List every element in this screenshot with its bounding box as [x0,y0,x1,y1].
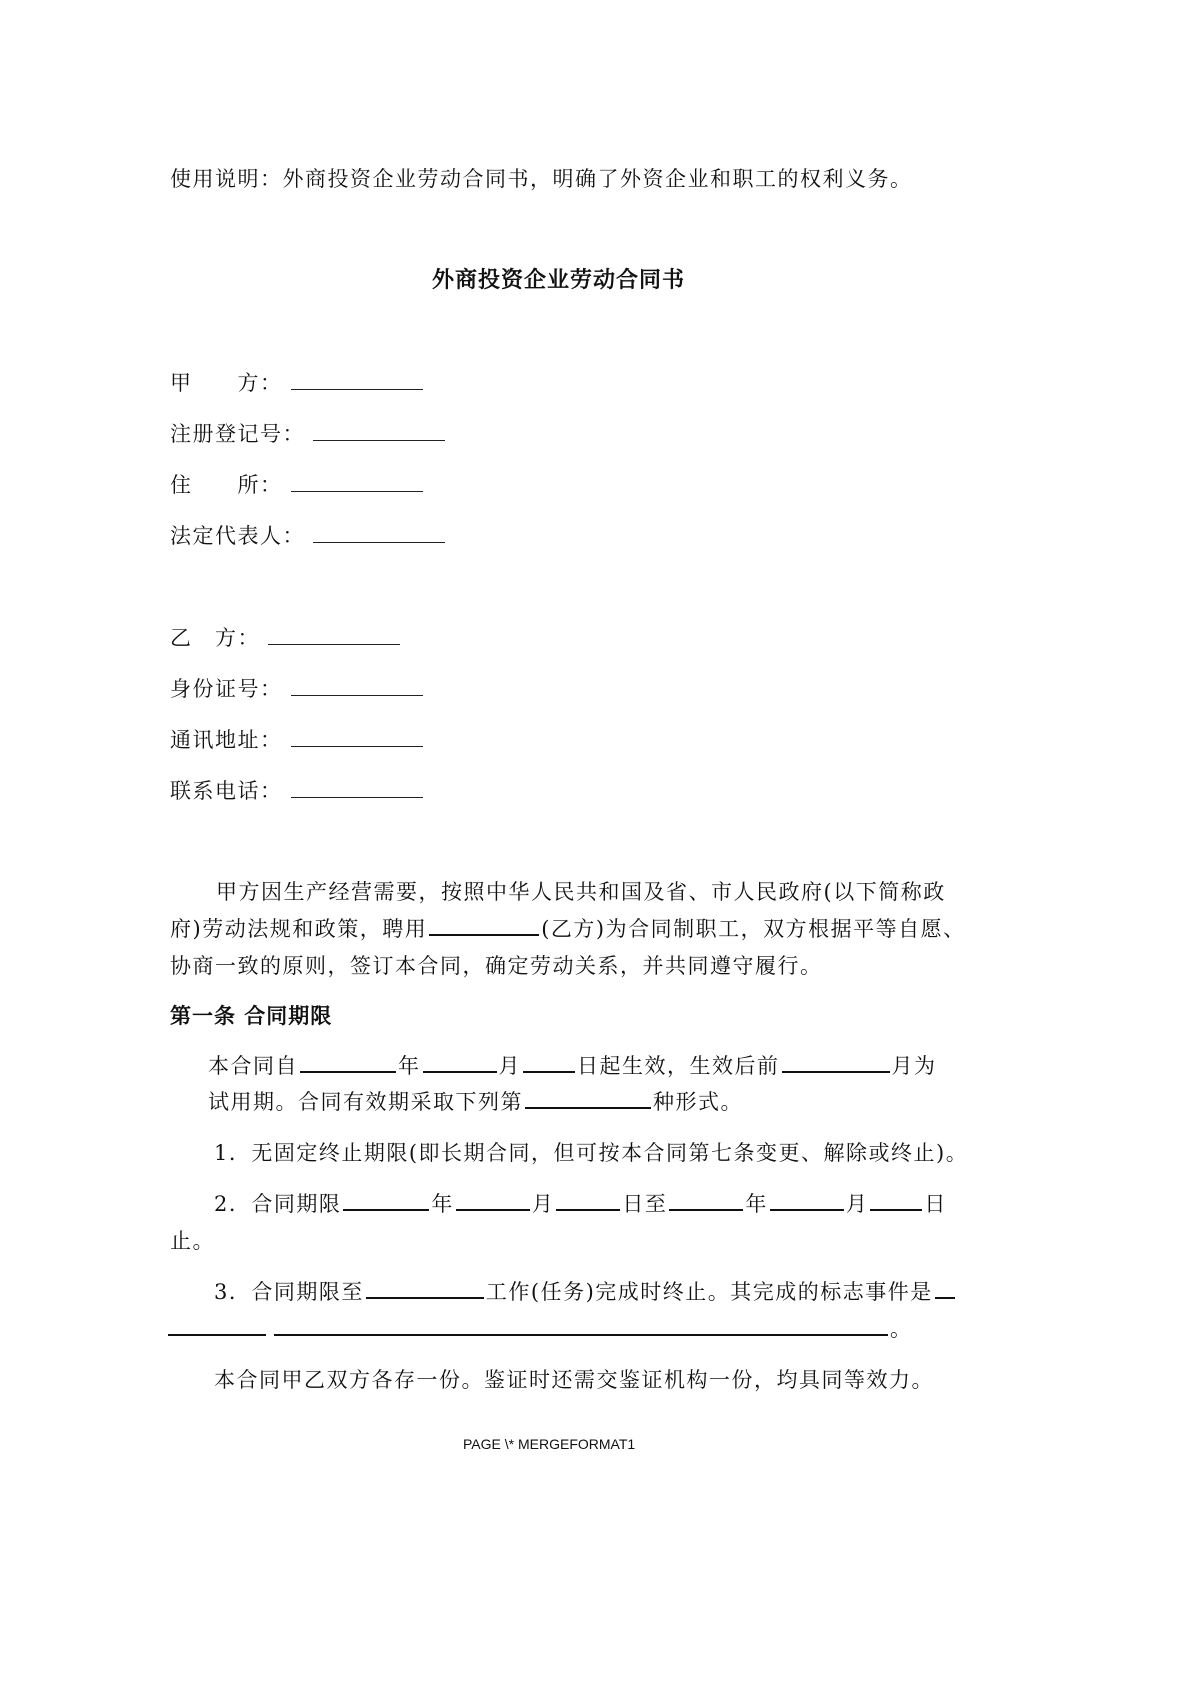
task-name-blank[interactable] [366,1296,484,1299]
form-choice-blank[interactable] [525,1106,651,1109]
party-b-id-label: 身份证号： [170,677,283,701]
party-a-name-label: 甲 方： [170,371,283,395]
completion-event-blank-short[interactable] [168,1333,266,1336]
probation-months-blank[interactable] [782,1070,890,1073]
item-3-text-2: 工作(任务)完成时终止。其完成的标志事件是 [485,1280,933,1304]
preamble-line-1: 甲方因生产经营需要，按照中华人民共和国及省、市人民政府(以下简称政 [216,880,946,904]
party-a-rep-label: 法定代表人： [170,524,305,548]
preamble-line-3: 协商一致的原则，签订本合同，确定劳动关系，并共同遵守履行。 [170,954,823,978]
term-end-day-blank[interactable] [870,1208,922,1211]
item-2-text-5: 年 [745,1192,768,1216]
party-a-reg-row [170,418,449,448]
party-b-addr-row [170,724,427,754]
article-1-item-2 [214,1188,947,1218]
start-year-blank[interactable] [300,1070,396,1073]
start-day-blank[interactable] [523,1070,575,1073]
item-3-end: 。 [890,1317,913,1341]
party-a-name-row [170,367,427,397]
term-end-month-blank[interactable] [770,1208,844,1211]
article-1-effective-line [208,1050,937,1080]
document-title: 外商投资企业劳动合同书 [432,267,686,293]
party-b-name-label: 乙 方： [170,626,260,650]
party-b-phone-row [170,775,427,805]
article-1-copies: 本合同甲乙双方各存一份。鉴证时还需交鉴证机构一份，均具同等效力。 [214,1368,934,1392]
article-1-item-1: 1．无固定终止期限(即长期合同，但可按本合同第七条变更、解除或终止)。 [214,1141,969,1165]
usage-note: 使用说明：外商投资企业劳动合同书，明确了外资企业和职工的权利义务。 [170,167,913,191]
party-a-rep-field[interactable] [313,541,445,543]
item-2-text-1: 2．合同期限 [214,1192,342,1216]
article-1-item-3-line-2 [168,1313,913,1343]
term-start-year-blank[interactable] [343,1208,429,1211]
effective-text-1: 本合同自 [208,1054,298,1078]
term-start-month-blank[interactable] [456,1208,530,1211]
item-2-text-4: 日至 [622,1192,668,1216]
form-text-1: 试用期。合同有效期采取下列第 [208,1090,523,1114]
item-2-text-2: 年 [431,1192,454,1216]
party-a-address-row [170,469,427,499]
preamble-line-2-end: (乙方)为合同制职工，双方根据平等自愿、 [541,917,966,941]
effective-text-4: 日起生效，生效后前 [577,1054,780,1078]
party-a-reg-field[interactable] [313,439,445,441]
party-b-name-field[interactable] [268,643,400,645]
party-b-name-row [170,622,404,652]
article-1-heading: 第一条 合同期限 [170,1003,333,1028]
article-1-form-line [208,1086,743,1116]
page-footer: PAGE \* MERGEFORMAT1 [463,1436,636,1452]
form-text-2: 种形式。 [653,1090,743,1114]
party-b-phone-field[interactable] [291,796,423,798]
item-2-text-3: 月 [531,1192,555,1216]
completion-event-blank-start[interactable] [935,1296,955,1299]
item-3-text-1: 3．合同期限至 [214,1280,364,1304]
completion-event-blank-long[interactable] [274,1333,888,1336]
party-a-reg-label: 注册登记号： [170,422,305,446]
party-a-rep-row [170,520,449,550]
party-b-id-row [170,673,427,703]
item-2-text-7: 日 [924,1192,947,1216]
party-b-addr-label: 通讯地址： [170,728,283,752]
party-a-address-field[interactable] [291,490,423,492]
preamble-line-2-start: 府)劳动法规和政策，聘用 [170,917,428,941]
start-month-blank[interactable] [423,1070,497,1073]
effective-text-2: 年 [398,1054,421,1078]
article-1-item-3 [214,1276,957,1306]
effective-text-5: 月为 [891,1054,937,1078]
party-b-id-field[interactable] [291,694,423,696]
party-a-name-field[interactable] [291,388,423,390]
term-end-year-blank[interactable] [669,1208,743,1211]
preamble-line-2 [170,913,966,943]
item-2-text-6: 月 [845,1192,869,1216]
effective-text-3: 月 [498,1054,521,1078]
party-b-addr-field[interactable] [291,745,423,747]
party-a-address-label: 住 所： [170,473,283,497]
article-1-item-2-end: 止。 [170,1229,215,1253]
term-start-day-blank[interactable] [556,1208,620,1211]
party-b-phone-label: 联系电话： [170,779,283,803]
employee-name-blank[interactable] [429,933,539,936]
